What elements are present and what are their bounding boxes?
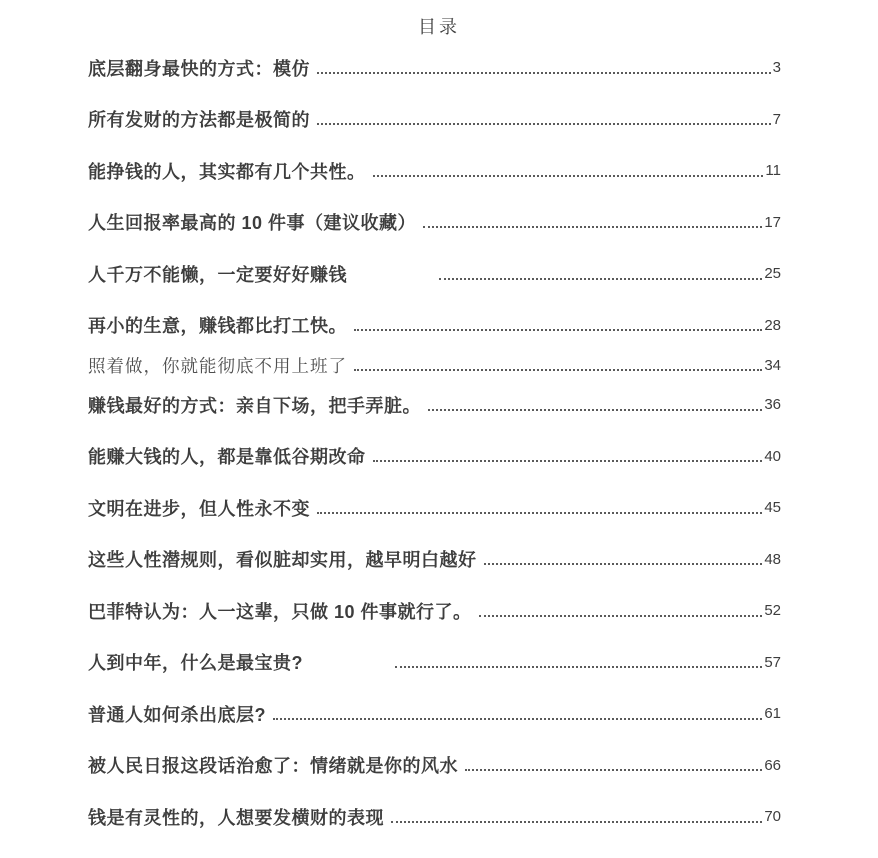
- dot-leader: [317, 123, 771, 125]
- toc-entry-label[interactable]: 底层翻身最快的方式：模仿: [88, 58, 310, 79]
- toc-entry[interactable]: [88, 94, 781, 146]
- dot-leader: [391, 821, 762, 823]
- toc-entry[interactable]: [88, 688, 781, 740]
- toc-entry-page-number[interactable]: 57: [764, 653, 781, 671]
- dot-leader: [428, 409, 762, 411]
- toc-entry[interactable]: [88, 482, 781, 534]
- toc-entry[interactable]: [88, 197, 781, 249]
- toc-entry-page-number[interactable]: 45: [764, 499, 781, 517]
- toc-entry-page-number[interactable]: 3: [772, 59, 781, 77]
- dot-leader: [354, 369, 762, 371]
- toc-entry[interactable]: [88, 42, 781, 94]
- toc-entry-page-number[interactable]: 7: [772, 110, 781, 128]
- toc-entry-page-number[interactable]: 70: [764, 808, 781, 826]
- dot-leader: [317, 512, 762, 514]
- dot-leader: [395, 666, 762, 668]
- dot-leader: [373, 460, 763, 462]
- toc-entry-label[interactable]: 能赚大钱的人，都是靠低谷期改命: [88, 447, 366, 468]
- toc-entry-label[interactable]: 赚钱最好的方式：亲自下场，把手弄脏。: [88, 395, 421, 416]
- toc-entry-label[interactable]: 巴菲特认为：人一这辈，只做 10 件事就行了。: [88, 601, 472, 622]
- dot-leader: [317, 72, 771, 74]
- toc-entry-page-number[interactable]: 52: [764, 602, 781, 620]
- toc-entry[interactable]: [88, 145, 781, 197]
- dot-leader: [354, 329, 762, 331]
- toc-entry-page-number[interactable]: 11: [765, 162, 781, 180]
- toc-entry-page-number[interactable]: 25: [764, 265, 781, 283]
- toc-entry[interactable]: [88, 740, 781, 792]
- toc-entry-page-number[interactable]: 61: [764, 705, 781, 723]
- dot-leader: [273, 718, 762, 720]
- dot-leader: [484, 563, 763, 565]
- toc-entry-page-number[interactable]: 28: [764, 316, 781, 334]
- dot-leader: [465, 769, 762, 771]
- toc-entry-label[interactable]: 钱是有灵性的，人想要发横财的表现: [88, 807, 384, 828]
- toc-entry[interactable]: [88, 431, 781, 483]
- toc-entry-label[interactable]: 所有发财的方法都是极简的: [88, 110, 310, 131]
- toc-list: [88, 42, 781, 843]
- dot-leader: [423, 226, 762, 228]
- toc-entry-label[interactable]: 人千万不能懒，一定要好好赚钱: [88, 264, 347, 285]
- toc-entry-label[interactable]: 人到中年，什么是最宝贵?: [88, 653, 303, 674]
- toc-entry-page-number[interactable]: 40: [764, 447, 781, 465]
- dot-leader: [373, 175, 764, 177]
- toc-entry[interactable]: [88, 791, 781, 843]
- toc-entry[interactable]: [88, 534, 781, 586]
- toc-entry-page-number[interactable]: 66: [764, 756, 781, 774]
- toc-entry-label[interactable]: 能挣钱的人，其实都有几个共性。: [88, 161, 366, 182]
- dot-leader: [479, 615, 763, 617]
- toc-entry[interactable]: [88, 248, 781, 300]
- toc-entry-page-number[interactable]: 17: [764, 213, 781, 231]
- toc-entry[interactable]: [88, 351, 781, 379]
- toc-entry[interactable]: [88, 637, 781, 689]
- toc-entry-page-number[interactable]: 36: [764, 396, 781, 414]
- toc-entry-page-number[interactable]: 34: [764, 356, 781, 374]
- toc-entry-label[interactable]: 这些人性潜规则，看似脏却实用，越早明白越好: [88, 550, 477, 571]
- toc-entry-label[interactable]: 被人民日报这段话治愈了：情绪就是你的风水: [88, 756, 458, 777]
- toc-entry-label[interactable]: 再小的生意，赚钱都比打工快。: [88, 316, 347, 337]
- toc-entry-page-number[interactable]: 48: [764, 550, 781, 568]
- toc-entry[interactable]: [88, 585, 781, 637]
- toc-entry-label[interactable]: 人生回报率最高的 10 件事（建议收藏）: [88, 213, 417, 234]
- toc-entry-label[interactable]: 照着做，你就能彻底不用上班了: [88, 355, 347, 376]
- toc-entry[interactable]: [88, 379, 781, 431]
- toc-entry-label[interactable]: 文明在进步，但人性永不变: [88, 498, 310, 519]
- toc-entry[interactable]: [88, 300, 781, 352]
- dot-leader: [439, 278, 762, 280]
- toc-entry-label[interactable]: 普通人如何杀出底层?: [88, 704, 266, 725]
- page-title: 目录: [418, 17, 460, 37]
